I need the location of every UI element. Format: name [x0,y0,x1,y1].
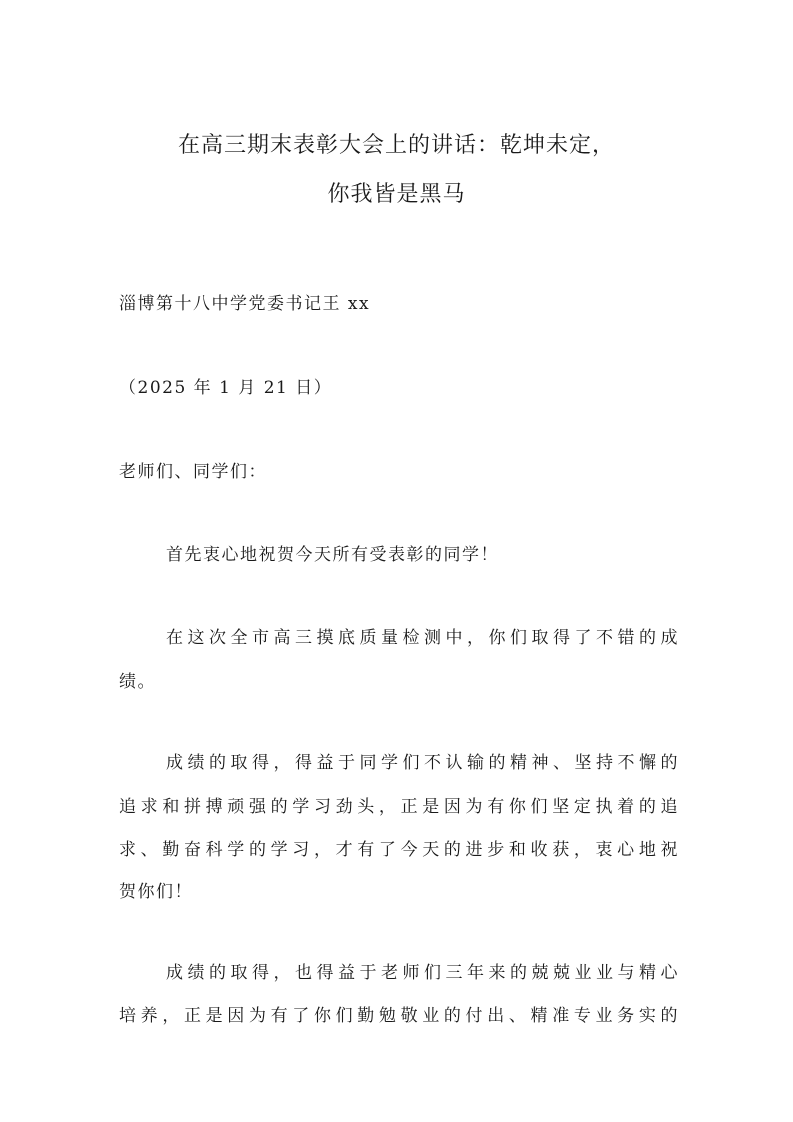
paragraph-line: 求、勤奋科学的学习，才有了今天的进步和收获，衷心地祝 [119,840,679,860]
date-line: （2025 年 1 月 21 日） [119,378,333,398]
paragraph-line: 贺你们！ [119,882,193,902]
paragraph-line: 首先衷心地祝贺今天所有受表彰的同学！ [166,545,499,565]
document-title-line-1: 在高三期末表彰大会上的讲话：乾坤未定， [177,133,615,158]
paragraph-line: 追求和拼搏顽强的学习劲头，正是因为有你们坚定执着的追 [119,797,679,817]
paragraph-line: 绩。 [119,672,156,692]
document-title-line-2: 你我皆是黑马 [327,182,466,207]
salutation: 老师们、同学们： [119,462,267,482]
paragraph-line: 成绩的取得，得益于同学们不认输的精神、坚持不懈的 [166,753,679,773]
author-line: 淄博第十八中学党委书记王 xx [119,294,371,314]
paragraph-line: 成绩的取得，也得益于老师们三年来的兢兢业业与精心 [166,963,679,983]
paragraph-line: 培养，正是因为有了你们勤勉敬业的付出、精准专业务实的 [119,1006,679,1026]
paragraph-line: 在这次全市高三摸底质量检测中，你们取得了不错的成 [166,628,679,648]
